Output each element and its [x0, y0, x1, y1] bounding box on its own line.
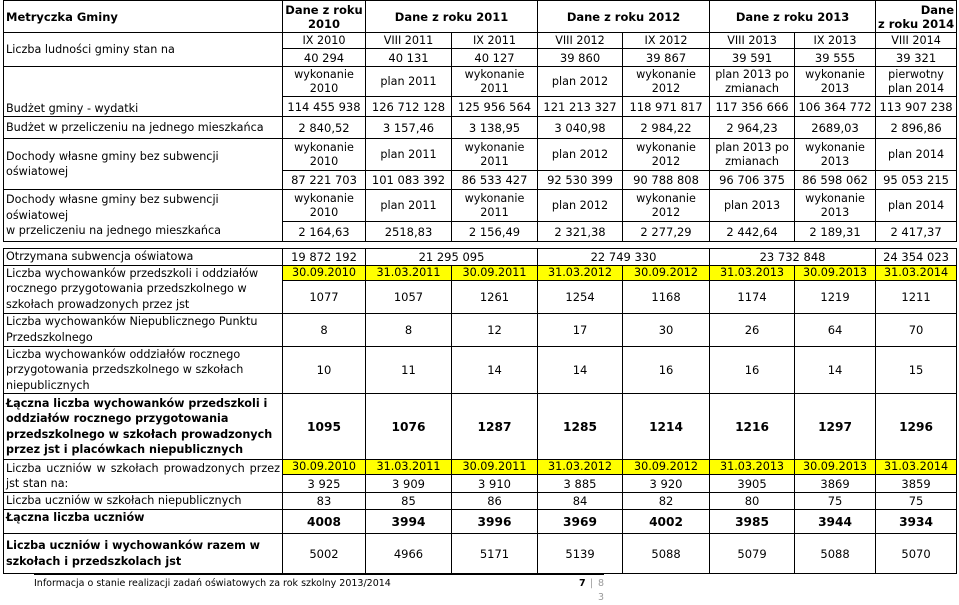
value-cell: 5088: [623, 534, 710, 574]
subheader-line-1: plan 2013: [723, 198, 781, 212]
metric-header: Metryczka Gminy: [4, 1, 283, 33]
value-cell: 22 749 330: [538, 249, 710, 266]
value-cell: 40 127: [452, 49, 538, 67]
subheader-line-1: plan 2011: [380, 198, 437, 212]
subheader-cell: [366, 139, 452, 171]
table-row: [4, 249, 957, 266]
value-cell: 5079: [710, 534, 795, 574]
subheader-line-2: 2013: [820, 81, 850, 95]
value-cell: 5088: [795, 534, 876, 574]
subheader-line-1: plan 2013 po: [715, 140, 789, 154]
value-cell: 70: [876, 313, 957, 346]
value-cell: 31.03.2011: [366, 265, 452, 280]
value-cell: 82: [623, 493, 710, 510]
header-2013: Dane z roku 2013: [710, 1, 876, 33]
value-cell: 2 840,52: [283, 117, 366, 139]
value-cell: 30: [623, 313, 710, 346]
row-label: Otrzymana subwencja oświatowa: [4, 249, 283, 266]
subheader-line-2: zmianach: [725, 81, 779, 95]
row-label: Liczba wychowanków Niepublicznego Punktu Przedszkolnego: [4, 313, 283, 346]
subheader-line-2: 2011: [480, 81, 509, 95]
subheader-line-2: 2012: [651, 81, 681, 95]
subheader-line-1: wykonanie: [294, 191, 354, 205]
value-cell: 125 956 564: [452, 97, 538, 117]
value-cell: 39 860: [538, 49, 623, 67]
row-label: Łączna liczba uczniów: [4, 510, 283, 534]
value-cell: 126 712 128: [366, 97, 452, 117]
value-cell: 31.03.2013: [710, 460, 795, 475]
value-cell: 90 788 808: [623, 171, 710, 190]
value-cell: 11: [366, 346, 452, 394]
value-cell: 17: [538, 313, 623, 346]
value-cell: 1095: [283, 394, 366, 460]
subheader-cell: [366, 190, 452, 222]
row-label-line-1: Dochody własne gminy bez subwencji oświatowej: [6, 193, 219, 222]
header-2011: Dane z roku 2011: [366, 1, 538, 33]
metryczka-table: [3, 0, 957, 574]
subheader-cell: [710, 190, 795, 222]
row-label: Budżet gminy - wydatki: [4, 67, 283, 117]
value-cell: 16: [623, 346, 710, 394]
value-cell: 30.09.2013: [795, 265, 876, 280]
value-cell: 23 732 848: [710, 249, 876, 266]
value-cell: 30.09.2010: [283, 460, 366, 475]
value-cell: 14: [795, 346, 876, 394]
value-cell: 4002: [623, 510, 710, 534]
subheader-line-1: plan 2012: [551, 74, 609, 88]
spacer-row: [4, 242, 957, 249]
value-cell: 40 294: [283, 49, 366, 67]
subheader-line-1: wykonanie: [636, 140, 696, 154]
table-row: [4, 510, 957, 534]
value-cell: IX 2013: [795, 33, 876, 49]
subheader-cell: [876, 67, 957, 97]
subheader-line-1: wykonanie: [294, 140, 354, 154]
subheader-line-2: zmianach: [725, 154, 779, 168]
subheader-line-2: 2013: [820, 154, 850, 168]
value-cell: VIII 2012: [538, 33, 623, 49]
value-cell: 1216: [710, 394, 795, 460]
row-label-line-2: w przeliczeniu na jednego mieszkańca: [6, 224, 222, 238]
subheader-line-1: wykonanie: [464, 67, 525, 81]
value-cell: 86 533 427: [452, 171, 538, 190]
subheader-line-1: plan 2012: [551, 147, 609, 161]
header-2012: Dane z roku 2012: [538, 1, 710, 33]
value-cell: 3 040,98: [538, 117, 623, 139]
value-cell: 39 321: [876, 49, 957, 67]
subheader-cell: [366, 67, 452, 97]
value-cell: 1296: [876, 394, 957, 460]
value-cell: 87 221 703: [283, 171, 366, 190]
value-cell: 80: [710, 493, 795, 510]
value-cell: 5002: [283, 534, 366, 574]
value-cell: 1219: [795, 280, 876, 313]
row-label: Łączna liczba wychowanków przedszkoli i oddziałów rocznego przygotowania przedszkolnego w szkołach prowadzonych przez jst i placówkach niepublicznych: [4, 394, 283, 460]
row-label: Liczba uczniów i wychowanków razem w szkołach i przedszkolach jst: [4, 534, 283, 574]
subheader-cell: [452, 139, 538, 171]
value-cell: 118 971 817: [623, 97, 710, 117]
subheader-cell: [283, 190, 366, 222]
value-cell: 3 885: [538, 475, 623, 493]
value-cell: 8: [283, 313, 366, 346]
subheader-line-2: plan 2014: [887, 81, 945, 95]
value-cell: 31.03.2014: [876, 460, 957, 475]
value-cell: 3 920: [623, 475, 710, 493]
table-row: [4, 346, 957, 394]
value-cell: 1297: [795, 394, 876, 460]
value-cell: 2689,03: [795, 117, 876, 139]
value-cell: 1261: [452, 280, 538, 313]
table-row: [4, 139, 957, 171]
row-label: [4, 190, 283, 242]
header-2010-l2: 2010: [307, 16, 340, 31]
subheader-line-2: 2012: [651, 154, 681, 168]
row-label: Liczba wychowanków przedszkoli i oddziałów rocznego przygotowania przedszkolnego w szkołach prowadzonych przez jst: [4, 265, 283, 313]
value-cell: 30.09.2011: [452, 460, 538, 475]
value-cell: 1076: [366, 394, 452, 460]
table-row: [4, 493, 957, 510]
subheader-line-1: wykonanie: [464, 191, 525, 205]
value-cell: 30.09.2010: [283, 265, 366, 280]
value-cell: 101 083 392: [366, 171, 452, 190]
subheader-cell: [623, 190, 710, 222]
value-cell: 12: [452, 313, 538, 346]
subheader-cell: [623, 67, 710, 97]
page-separator: |: [590, 578, 594, 589]
value-cell: 2 164,63: [283, 222, 366, 242]
value-cell: 2518,83: [366, 222, 452, 242]
subheader-line-1: plan 2012: [551, 198, 609, 212]
value-cell: 2 896,86: [876, 117, 957, 139]
value-cell: 10: [283, 346, 366, 394]
subheader-cell: [876, 139, 957, 171]
value-cell: 3 138,95: [452, 117, 538, 139]
value-cell: 3 157,46: [366, 117, 452, 139]
value-cell: 113 907 238: [876, 97, 957, 117]
value-cell: 1254: [538, 280, 623, 313]
value-cell: 3969: [538, 510, 623, 534]
subheader-line-1: wykonanie: [805, 140, 865, 154]
value-cell: 85: [366, 493, 452, 510]
value-cell: 14: [452, 346, 538, 394]
footer-text: Informacja o stanie realizacji zadań oświatowych za rok szkolny 2013/2014: [34, 578, 391, 589]
value-cell: 3859: [876, 475, 957, 493]
value-cell: 2 277,29: [623, 222, 710, 242]
value-cell: 31.03.2012: [538, 460, 623, 475]
value-cell: 3934: [876, 510, 957, 534]
value-cell: 83: [283, 493, 366, 510]
subheader-line-1: wykonanie: [636, 191, 696, 205]
value-cell: 2 442,64: [710, 222, 795, 242]
value-cell: 26: [710, 313, 795, 346]
header-2014-l2: z roku 2014: [878, 16, 955, 31]
value-cell: 5070: [876, 534, 957, 574]
page-total: 8 3: [598, 578, 605, 603]
value-cell: 3869: [795, 475, 876, 493]
subheader-line-1: wykonanie: [805, 67, 865, 81]
value-cell: 1077: [283, 280, 366, 313]
value-cell: 30.09.2011: [452, 265, 538, 280]
table-row: [4, 265, 957, 280]
value-cell: 8: [366, 313, 452, 346]
header-2014: [876, 1, 957, 33]
value-cell: 24 354 023: [876, 249, 957, 266]
row-label: Dochody własne gminy bez subwencji oświatowej: [4, 139, 283, 190]
value-cell: 1214: [623, 394, 710, 460]
value-cell: 3994: [366, 510, 452, 534]
value-cell: VIII 2013: [710, 33, 795, 49]
value-cell: IX 2012: [623, 33, 710, 49]
value-cell: 5139: [538, 534, 623, 574]
value-cell: 31.03.2013: [710, 265, 795, 280]
value-cell: 1174: [710, 280, 795, 313]
table-row: [4, 117, 957, 139]
value-cell: 92 530 399: [538, 171, 623, 190]
subheader-line-2: 2011: [480, 205, 509, 219]
subheader-cell: [876, 190, 957, 222]
subheader-line-1: wykonanie: [464, 140, 525, 154]
value-cell: 39 867: [623, 49, 710, 67]
table-row: [4, 394, 957, 460]
subheader-line-1: wykonanie: [294, 67, 354, 81]
value-cell: IX 2010: [283, 33, 366, 49]
value-cell: 2 984,22: [623, 117, 710, 139]
value-cell: 15: [876, 346, 957, 394]
subheader-line-1: pierwotny: [888, 67, 944, 81]
value-cell: 95 053 215: [876, 171, 957, 190]
value-cell: 3 909: [366, 475, 452, 493]
subheader-line-2: 2010: [309, 205, 339, 219]
subheader-cell: [538, 190, 623, 222]
subheader-line-1: plan 2011: [380, 147, 437, 161]
subheader-cell: [710, 67, 795, 97]
value-cell: 3996: [452, 510, 538, 534]
value-cell: 3905: [710, 475, 795, 493]
subheader-cell: [283, 67, 366, 97]
value-cell: 4008: [283, 510, 366, 534]
subheader-line-1: plan 2011: [380, 74, 437, 88]
subheader-line-1: plan 2014: [887, 147, 945, 161]
value-cell: 3 925: [283, 475, 366, 493]
value-cell: 1168: [623, 280, 710, 313]
value-cell: 30.09.2013: [795, 460, 876, 475]
value-cell: 1287: [452, 394, 538, 460]
table-row: [4, 33, 957, 49]
table-row: [4, 313, 957, 346]
row-label: Liczba wychowanków oddziałów rocznego przygotowania przedszkolnego w szkołach niepublicznych: [4, 346, 283, 394]
value-cell: 40 131: [366, 49, 452, 67]
value-cell: 75: [795, 493, 876, 510]
value-cell: 121 213 327: [538, 97, 623, 117]
page-number: 7: [579, 578, 586, 589]
row-label: Liczba uczniów w szkołach prowadzonych przez jst stan na:: [4, 460, 283, 493]
value-cell: VIII 2011: [366, 33, 452, 49]
subheader-line-2: 2010: [309, 81, 339, 95]
value-cell: 19 872 192: [283, 249, 366, 266]
value-cell: 117 356 666: [710, 97, 795, 117]
header-2014-l1: Dane: [920, 2, 955, 17]
value-cell: 2 964,23: [710, 117, 795, 139]
value-cell: 2 321,38: [538, 222, 623, 242]
subheader-cell: [795, 139, 876, 171]
table-row: [4, 190, 957, 222]
value-cell: 2 156,49: [452, 222, 538, 242]
value-cell: 31.03.2011: [366, 460, 452, 475]
value-cell: 39 591: [710, 49, 795, 67]
value-cell: 64: [795, 313, 876, 346]
subheader-cell: [538, 67, 623, 97]
value-cell: 86 598 062: [795, 171, 876, 190]
subheader-line-1: plan 2013 po: [715, 67, 789, 81]
value-cell: 1057: [366, 280, 452, 313]
subheader-line-1: wykonanie: [636, 67, 696, 81]
value-cell: 5171: [452, 534, 538, 574]
value-cell: 2 417,37: [876, 222, 957, 242]
page-footer: [34, 574, 605, 603]
subheader-cell: [623, 139, 710, 171]
table-row: [4, 67, 957, 97]
value-cell: 106 364 772: [795, 97, 876, 117]
value-cell: VIII 2014: [876, 33, 957, 49]
subheader-cell: [452, 190, 538, 222]
subheader-line-2: 2011: [480, 154, 509, 168]
row-label: Liczba uczniów w szkołach niepublicznych: [4, 493, 283, 510]
value-cell: 21 295 095: [366, 249, 538, 266]
header-2010: [283, 1, 366, 33]
header-2010-l1: Dane z roku: [285, 2, 363, 17]
value-cell: 3985: [710, 510, 795, 534]
subheader-cell: [452, 67, 538, 97]
value-cell: 84: [538, 493, 623, 510]
value-cell: 1211: [876, 280, 957, 313]
table-row: [4, 460, 957, 475]
subheader-line-1: plan 2014: [887, 198, 945, 212]
value-cell: 30.09.2012: [623, 460, 710, 475]
table-row: [4, 534, 957, 574]
subheader-cell: [795, 190, 876, 222]
value-cell: 2 189,31: [795, 222, 876, 242]
subheader-line-2: 2013: [820, 205, 850, 219]
value-cell: 3944: [795, 510, 876, 534]
subheader-line-1: wykonanie: [805, 191, 865, 205]
value-cell: 31.03.2014: [876, 265, 957, 280]
spacer: [4, 242, 957, 249]
subheader-cell: [795, 67, 876, 97]
value-cell: 30.09.2012: [623, 265, 710, 280]
value-cell: 75: [876, 493, 957, 510]
value-cell: 16: [710, 346, 795, 394]
subheader-cell: [710, 139, 795, 171]
value-cell: 96 706 375: [710, 171, 795, 190]
value-cell: 39 555: [795, 49, 876, 67]
value-cell: 4966: [366, 534, 452, 574]
subheader-line-2: 2010: [309, 154, 339, 168]
header-row: [4, 1, 957, 33]
subheader-cell: [283, 139, 366, 171]
value-cell: 14: [538, 346, 623, 394]
subheader-cell: [538, 139, 623, 171]
value-cell: 3 910: [452, 475, 538, 493]
row-label: Budżet w przeliczeniu na jednego mieszkańca: [4, 117, 283, 139]
value-cell: 86: [452, 493, 538, 510]
value-cell: 1285: [538, 394, 623, 460]
value-cell: IX 2011: [452, 33, 538, 49]
subheader-line-2: 2012: [651, 205, 681, 219]
row-label: Liczba ludności gminy stan na: [4, 33, 283, 67]
value-cell: 31.03.2012: [538, 265, 623, 280]
value-cell: 114 455 938: [283, 97, 366, 117]
